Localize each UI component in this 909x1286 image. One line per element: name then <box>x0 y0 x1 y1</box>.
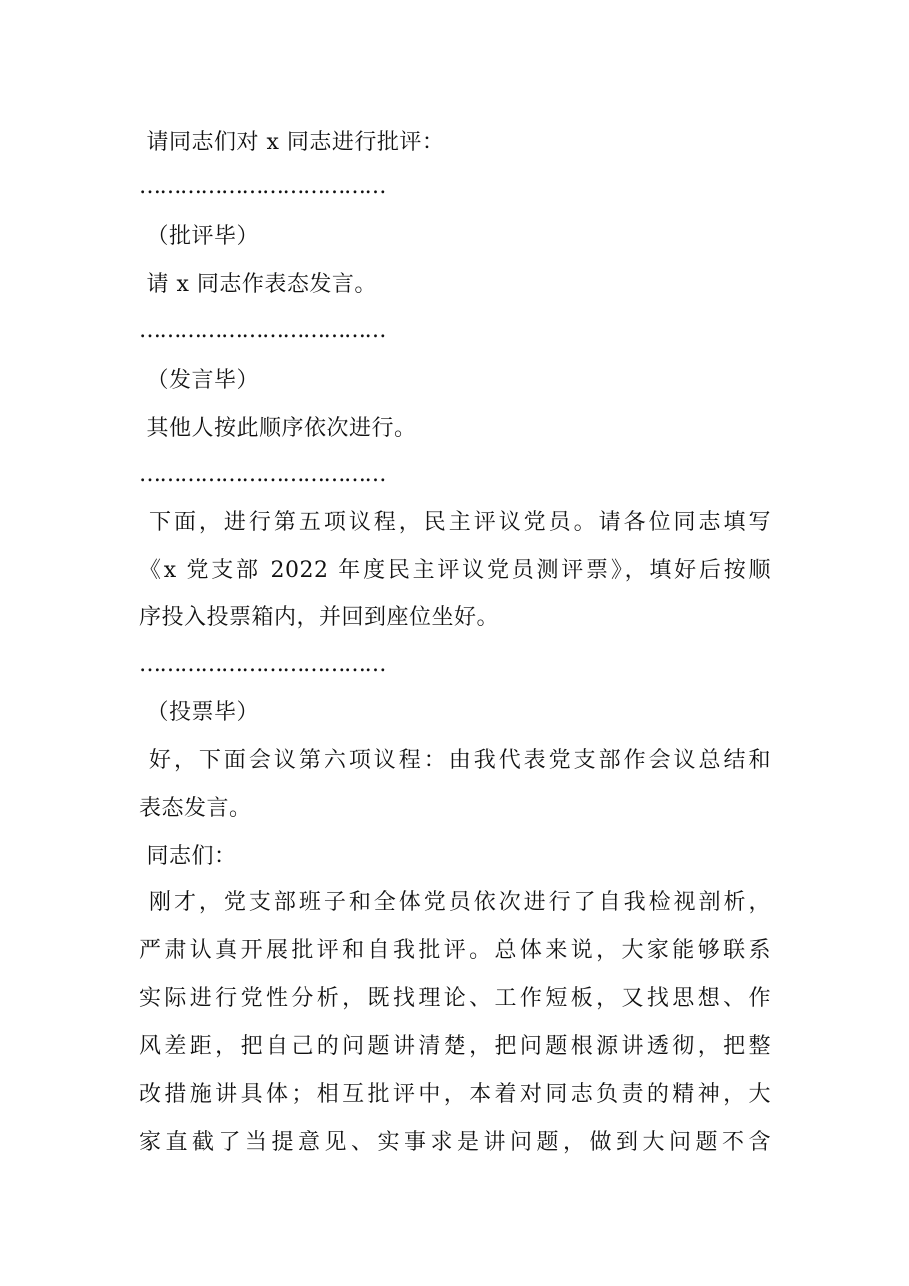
paragraph-line: （批评毕） <box>139 224 259 249</box>
paragraph-line: 实际进行党性分析，既找理论、工作短板，又找思想、作 <box>139 986 771 1011</box>
paragraph-line: 风差距，把自己的问题讲清楚，把问题根源讲透彻，把整 <box>139 1034 771 1059</box>
paragraph-line: 严肃认真开展批评和自我批评。总体来说，大家能够联系 <box>139 938 771 963</box>
paragraph-line: 刚才，党支部班子和全体党员依次进行了自我检视剖析， <box>139 890 771 915</box>
paragraph-line: 同志们： <box>139 844 237 869</box>
paragraph-line: 好，下面会议第六项议程：由我代表党支部作会议总结和 <box>139 748 771 773</box>
ellipsis-line: ……………………………… <box>139 174 385 199</box>
ellipsis-line: ……………………………… <box>139 652 385 677</box>
paragraph-line: 其他人按此顺序依次进行。 <box>139 416 417 441</box>
paragraph-line: 表态发言。 <box>139 796 252 821</box>
paragraph-line: （发言毕） <box>139 368 259 393</box>
paragraph-line: 下面，进行第五项议程，民主评议党员。请各位同志填写 <box>139 510 771 535</box>
ellipsis-line: ……………………………… <box>139 462 385 487</box>
paragraph-line: 《x 党支部 2022 年度民主评议党员测评票》，填好后按顺 <box>139 558 771 583</box>
paragraph-line: 改措施讲具体；相互批评中，本着对同志负责的精神，大 <box>139 1082 771 1107</box>
ellipsis-line: ……………………………… <box>139 318 385 343</box>
paragraph-line: 序投入投票箱内，并回到座位坐好。 <box>139 605 500 630</box>
paragraph-line: 请同志们对 x 同志进行批评： <box>139 130 445 155</box>
paragraph-line: 家直截了当提意见、实事求是讲问题，做到大问题不含 <box>139 1130 771 1155</box>
paragraph-line: 请 x 同志作表态发言。 <box>139 272 377 297</box>
paragraph-line: （投票毕） <box>139 700 259 725</box>
